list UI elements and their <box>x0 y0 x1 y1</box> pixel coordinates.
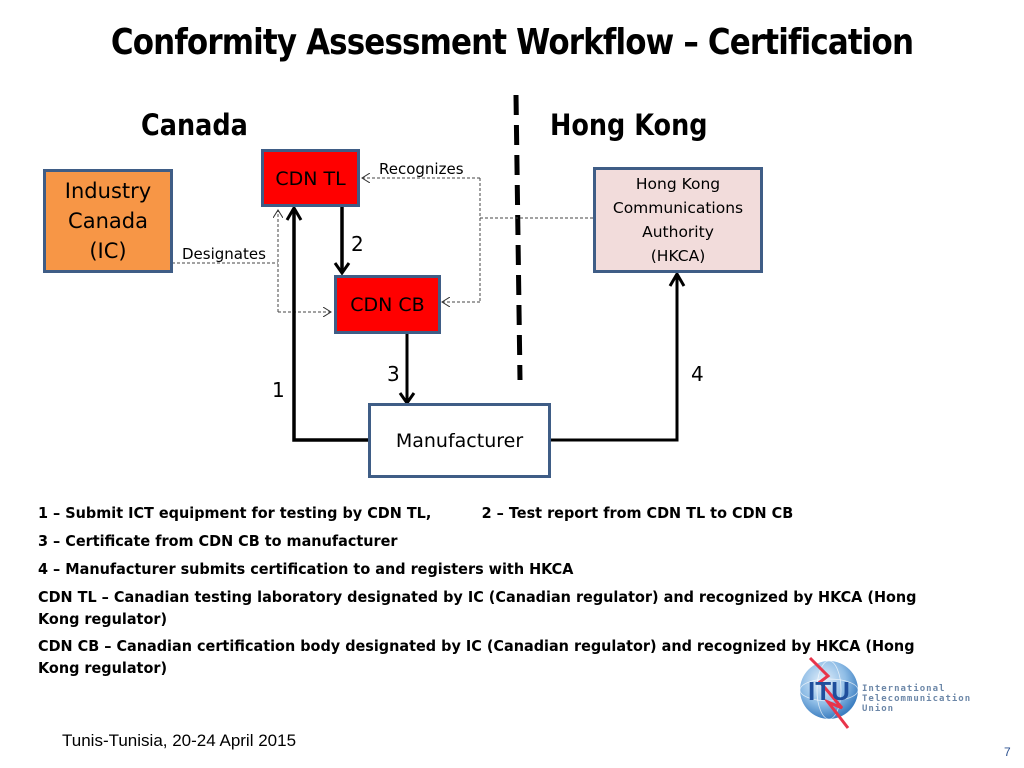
node-manufacturer <box>368 403 551 478</box>
edge-label-step-2: 2 <box>351 232 364 256</box>
node-industry-canada-line: Industry <box>64 179 152 203</box>
node-manufacturer-label: Manufacturer <box>395 429 524 452</box>
node-cdn-tl <box>261 149 360 207</box>
edge-label-step-1: 1 <box>272 378 285 402</box>
node-cdn-cb <box>334 275 441 334</box>
legend-item-3: 3 – Certificate from CDN CB to manufacturer <box>38 532 398 550</box>
edge-label-step-4: 4 <box>691 362 704 386</box>
legend-def-cdn-cb: CDN CB – Canadian certification body designated by IC (Canadian regulator) and recognized by HKCA (Hong Kong regulator) <box>38 637 915 677</box>
footer-location-date: Tunis-Tunisia, 20-24 April 2015 <box>62 731 297 750</box>
region-divider <box>516 95 520 380</box>
edge-label-step-3: 3 <box>387 362 400 386</box>
node-cdn-tl-label: CDN TL <box>275 168 346 190</box>
region-label-hong-kong: Hong Kong <box>550 108 708 142</box>
node-industry-canada-line: Canada <box>68 209 148 233</box>
legend-item-4: 4 – Manufacturer submits certification to and registers with HKCA <box>38 560 574 578</box>
node-cdn-cb-label: CDN CB <box>350 293 425 316</box>
legend-item-2: 2 – Test report from CDN TL to CDN CB <box>481 504 794 522</box>
itu-logo-text: International Telecommunication Union <box>862 684 972 714</box>
node-hkca-line: Authority <box>642 223 714 241</box>
node-hkca-line: Hong Kong <box>635 175 721 193</box>
legend-item-1: 1 – Submit ICT equipment for testing by CDN TL, <box>38 504 432 522</box>
node-industry-canada-line: (IC) <box>89 239 127 263</box>
legend-def-cdn-tl: CDN TL – Canadian testing laboratory designated by IC (Canadian regulator) and recognized by HKCA (Hong Kong regulator) <box>38 588 917 628</box>
svg-text:ITU: ITU <box>808 676 850 706</box>
node-hkca-line: Communications <box>612 199 744 217</box>
edge-label-designates: Designates <box>182 245 266 263</box>
slide-title: Conformity Assessment Workflow – Certification <box>110 22 914 63</box>
edge-label-recognizes: Recognizes <box>379 160 464 178</box>
node-industry-canada <box>43 169 173 273</box>
region-label-canada: Canada <box>141 108 248 142</box>
node-hkca-line: (HKCA) <box>650 247 706 265</box>
page-number: 7 <box>1004 745 1011 759</box>
node-hkca <box>593 167 763 273</box>
